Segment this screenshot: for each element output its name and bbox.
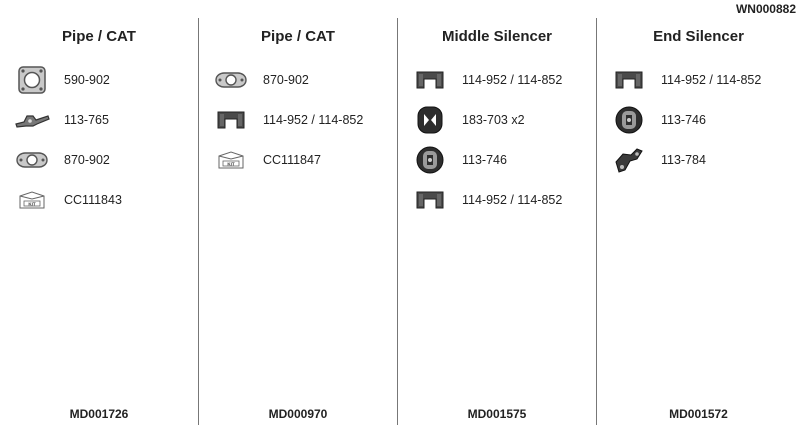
- part-number: CC111847: [263, 153, 321, 167]
- part-list: [597, 60, 800, 180]
- part-item[interactable]: [398, 100, 596, 140]
- part-number: 114-952 / 114-852: [661, 73, 762, 87]
- column-code: MD000970: [268, 407, 328, 421]
- column-middle-silencer: [398, 18, 597, 425]
- rubber-ring-mount-icon: [412, 144, 448, 176]
- part-list: [398, 60, 596, 220]
- part-number: 590-902: [64, 73, 110, 87]
- reference-code: WN000882: [735, 2, 796, 16]
- part-number: 113-765: [64, 113, 109, 127]
- square-flange-gasket-icon: [14, 64, 50, 96]
- part-number: 113-746: [462, 153, 507, 167]
- part-item[interactable]: [398, 60, 596, 100]
- column-code: MD001575: [467, 407, 527, 421]
- column-title: End Silencer: [653, 28, 744, 45]
- part-item[interactable]: [597, 100, 800, 140]
- rubber-hanger-icon: [213, 104, 249, 136]
- parts-columns: [0, 18, 800, 425]
- part-item[interactable]: [0, 60, 198, 100]
- column-title: Pipe / CAT: [261, 28, 335, 45]
- part-number: 114-952 / 114-852: [263, 113, 364, 127]
- column-pipe-cat-2: [199, 18, 398, 425]
- column-title: Pipe / CAT: [62, 28, 136, 45]
- part-item[interactable]: [199, 100, 397, 140]
- part-number: 114-952 / 114-852: [462, 73, 563, 87]
- kit-box-icon: [14, 184, 50, 216]
- rubber-hanger-icon: [611, 64, 647, 96]
- rubber-hanger-icon: [412, 64, 448, 96]
- part-number: CC111843: [64, 193, 122, 207]
- kit-box-icon: [213, 144, 249, 176]
- column-pipe-cat-1: [0, 18, 199, 425]
- flat-bar-bracket-icon: [14, 104, 50, 136]
- rubber-ring-mount-icon: [611, 104, 647, 136]
- part-list: [199, 60, 397, 180]
- part-item[interactable]: [0, 100, 198, 140]
- part-item[interactable]: [398, 140, 596, 180]
- column-code: MD001572: [669, 407, 728, 421]
- part-item[interactable]: [0, 140, 198, 180]
- column-end-silencer: [597, 18, 800, 425]
- svg-text:KIT: KIT: [28, 201, 36, 207]
- column-title: Middle Silencer: [441, 28, 553, 45]
- part-item[interactable]: [199, 60, 397, 100]
- part-number: 113-784: [661, 153, 706, 167]
- part-number: 113-746: [661, 113, 706, 127]
- metal-bracket-icon: [611, 144, 647, 176]
- part-number: 870-902: [263, 73, 309, 87]
- part-item[interactable]: [0, 180, 198, 220]
- part-item[interactable]: [199, 140, 397, 180]
- part-number: 183-703 x2: [462, 113, 525, 127]
- part-item[interactable]: [398, 180, 596, 220]
- rubber-mount-block-icon: [412, 104, 448, 136]
- part-number: 870-902: [64, 153, 110, 167]
- part-item[interactable]: [597, 140, 800, 180]
- oval-gasket-icon: [213, 64, 249, 96]
- rubber-hanger-icon: [412, 184, 448, 216]
- column-code: MD001726: [69, 407, 129, 421]
- oval-gasket-icon: [14, 144, 50, 176]
- part-number: 114-952 / 114-852: [462, 193, 563, 207]
- svg-text:KIT: KIT: [227, 161, 235, 167]
- part-list: [0, 60, 198, 220]
- part-item[interactable]: [597, 60, 800, 100]
